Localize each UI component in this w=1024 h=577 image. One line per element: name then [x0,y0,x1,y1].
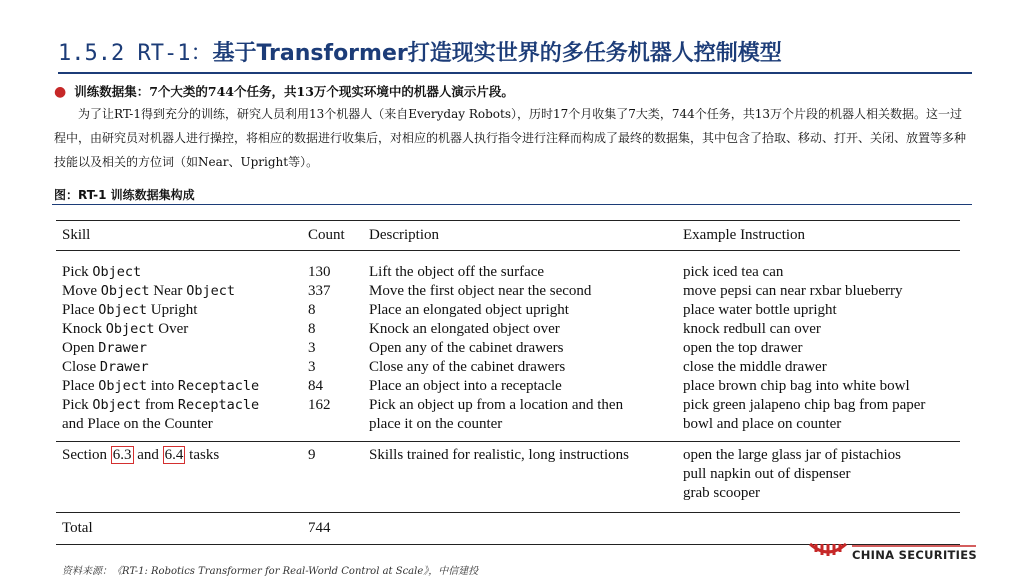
title-divider [58,72,972,74]
bullet-text: 训练数据集：7个大类的744个任务，共13万个现实环境中的机器人演示片段。 [74,84,514,99]
count-cell: 8 [308,302,316,318]
figure-divider [52,204,972,205]
table-header-row [56,226,960,245]
description-cell: Lift the object off the surface [369,264,545,280]
example-cell: pick iced tea can [683,264,784,280]
table-row-total [56,519,960,538]
logo-text: CHINA SECURITIES [852,548,977,562]
table-top-rule [56,220,960,221]
example-cell: grab scooper [683,485,761,501]
skill-cell: and Place on the Counter [62,416,213,432]
table-row [56,320,960,339]
description-cell: Pick an object up from a location and then [369,397,624,413]
page-title [58,36,782,67]
count-cell: 162 [308,397,331,413]
example-cell: place water bottle upright [683,302,837,318]
bullet-dot-icon: ● [54,84,67,100]
table-row-continuation [56,415,960,434]
example-cell: close the middle drawer [683,359,827,375]
header-skill: Skill [62,227,91,243]
figure-caption: 图：RT-1 训练数据集构成 [54,188,195,202]
description-cell: Knock an elongated object over [369,321,560,337]
skill-cell: Place Object into Receptacle [62,378,260,394]
source-note: 资料来源：《RT-1: Robotics Transformer for Real-World Control at Scale》，中信建投 [62,566,479,577]
count-cell: 3 [308,359,316,375]
header-example: Example Instruction [683,227,806,243]
total-label: Total [62,520,93,536]
count-cell: 3 [308,340,316,356]
example-cell: place brown chip bag into white bowl [683,378,910,394]
description-cell: Place an elongated object upright [369,302,569,318]
description-cell: Place an object into a receptacle [369,378,562,394]
skill-cell: Move Object Near Object [62,283,235,299]
example-cell: pull napkin out of dispenser [683,466,851,482]
skill-cell: Close Drawer [62,359,149,375]
header-count: Count [308,227,345,243]
description-cell: Skills trained for realistic, long instructions [369,447,629,463]
table-row [56,339,960,358]
skill-cell: Pick Object [62,264,142,280]
table-total-rule [56,512,960,513]
example-cell: bowl and place on counter [683,416,842,432]
skill-cell: Pick Object from Receptacle [62,397,260,413]
table-row [56,301,960,320]
dataset-table [56,220,960,545]
count-cell: 84 [308,378,323,394]
description-cell: Close any of the cabinet drawers [369,359,566,375]
skill-cell: Section 6.3 and 6.4 tasks [62,447,220,463]
example-cell: knock redbull can over [683,321,821,337]
title-text: 基于Transformer打造现实世界的多任务机器人控制模型 [212,41,782,66]
table-row [56,263,960,282]
count-cell: 337 [308,283,331,299]
count-cell: 9 [308,447,316,463]
header-description: Description [369,227,439,243]
example-cell: pick green jalapeno chip bag from paper [683,397,926,413]
table-row-continuation [56,484,960,503]
table-row [56,282,960,301]
description-cell: Open any of the cabinet drawers [369,340,564,356]
table-row [56,358,960,377]
example-cell: open the large glass jar of pistachios [683,447,901,463]
reference-6-4[interactable]: 6.4 [164,447,184,463]
reference-6-3[interactable]: 6.3 [112,447,132,463]
description-cell: Move the first object near the second [369,283,592,299]
table-row-continuation [56,465,960,484]
table-row-section [56,445,960,465]
skill-cell: Open Drawer [62,340,148,356]
table-row [56,377,960,396]
body-paragraph: 为了让RT-1得到充分的训练，研究人员利用13个机器人（来自Everyday Robots），历时17个月收集了7大类，744个任务，共13万个片段的机器人相关数据。这一过程中，由研究员对机器人进行操控，将相应的数据进行收集后，对相应的机器人执行指令进行注释而构成了最终的数据集，其中包含了拾取、移动、打开、关闭、放置等多种技能以及相关的方位词（如Near、Upright等）。 [54,107,967,169]
bullet-point [54,82,514,100]
count-cell: 130 [308,264,331,280]
example-cell: open the top drawer [683,340,803,356]
description-cell: place it on the counter [369,416,503,432]
section-number: 1.5.2 RT-1： [58,41,213,66]
total-count: 744 [308,520,331,536]
skill-cell: Place Object Upright [62,302,198,318]
example-cell: move pepsi can near rxbar blueberry [683,283,903,299]
table-row [56,396,960,415]
count-cell: 8 [308,321,316,337]
skill-cell: Knock Object Over [62,321,189,337]
